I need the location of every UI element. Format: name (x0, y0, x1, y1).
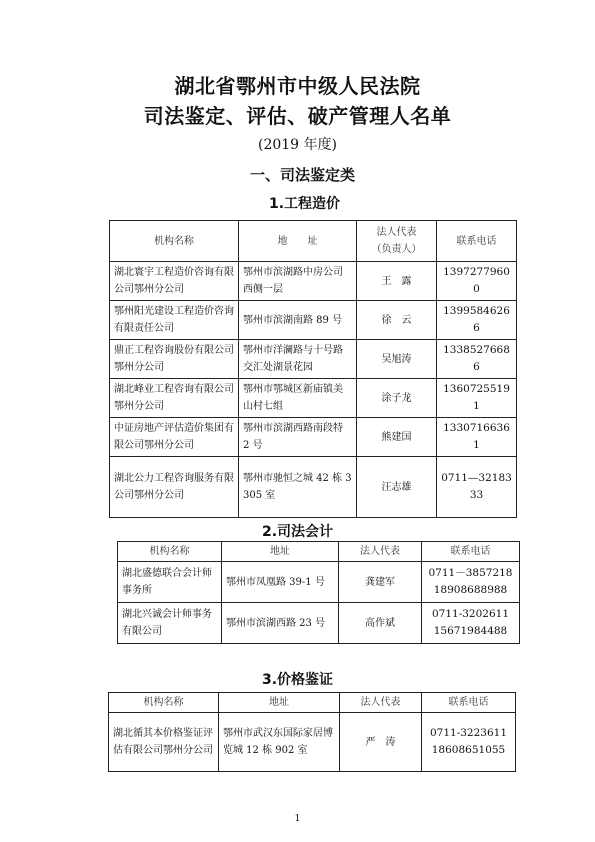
document-year: (2019 年度) (257, 137, 337, 153)
column-header-phone: 联系电话 (422, 542, 520, 562)
table-row (110, 379, 517, 418)
org-rep: 涂子龙 (357, 379, 437, 418)
org-phone: 0711－3857218 18908688988 (422, 562, 520, 603)
table-row (110, 262, 517, 301)
org-phone: 13607255191 (437, 379, 517, 418)
org-rep: 熊建国 (357, 418, 437, 457)
org-phone: 13972779600 (437, 262, 517, 301)
column-header-address: 地址 (222, 542, 339, 562)
column-header-rep: 法人代表 （负责人） (357, 221, 437, 262)
org-name: 湖北峰业工程咨询有限公司鄂州分公司 (110, 379, 239, 418)
table-header-row (110, 221, 517, 262)
org-name: 中证房地产评估造价集团有限公司鄂州分公司 (110, 418, 239, 457)
org-address: 鄂州市武汉东国际家居博览城 12 栋 902 室 (219, 713, 340, 772)
table-row (118, 603, 520, 644)
org-address: 鄂州市凤凰路 39-1 号 (222, 562, 339, 603)
org-rep: 吴旭涛 (357, 340, 437, 379)
org-name: 鄂州阳光建设工程造价咨询有限责任公司 (110, 301, 239, 340)
subsection-heading-judicial-accounting: 2.司法会计 (261, 524, 334, 540)
column-header-phone: 联系电话 (422, 693, 516, 713)
table-row (110, 457, 517, 518)
org-rep: 龚建军 (339, 562, 422, 603)
org-name: 鼎正工程咨询股份有限公司鄂州分公司 (110, 340, 239, 379)
engineering-cost-table (109, 220, 517, 518)
org-name: 湖北寰宇工程造价咨询有限公司鄂州分公司 (110, 262, 239, 301)
org-phone: 13385276686 (437, 340, 517, 379)
table-row (110, 301, 517, 340)
org-rep: 汪志雄 (357, 457, 437, 518)
table-row (110, 418, 517, 457)
column-header-rep: 法人代表 (340, 693, 422, 713)
table-row (110, 340, 517, 379)
org-phone: 13995846266 (437, 301, 517, 340)
org-phone: 0711-3202611 15671984488 (422, 603, 520, 644)
org-rep: 高作斌 (339, 603, 422, 644)
price-appraisal-table (108, 692, 516, 772)
org-address: 鄂州市鄂城区新庙镇美山村七组 (239, 379, 357, 418)
org-phone: 0711—3218333 (437, 457, 517, 518)
table-header-row (118, 542, 520, 562)
org-phone: 0711-3223611 18608651055 (422, 713, 516, 772)
org-name: 湖北兴诚会计师事务有限公司 (118, 603, 222, 644)
subsection-heading-price-appraisal: 3.价格鉴证 (261, 672, 334, 688)
org-rep: 王 露 (357, 262, 437, 301)
org-rep: 徐 云 (357, 301, 437, 340)
page-number: 1 (294, 814, 301, 824)
column-header-rep: 法人代表 (339, 542, 422, 562)
section-heading-judicial-appraisal: 一、司法鉴定类 (249, 166, 355, 184)
table-row (109, 713, 516, 772)
table-header-row (109, 693, 516, 713)
org-address: 鄂州市滨湖西路 23 号 (222, 603, 339, 644)
org-phone: 13307166361 (437, 418, 517, 457)
judicial-accounting-table (117, 541, 520, 644)
org-name: 湖北盛德联合会计师事务所 (118, 562, 222, 603)
org-address: 鄂州市洋澜路与十号路交汇处湖景花园 (239, 340, 357, 379)
org-rep: 严 涛 (340, 713, 422, 772)
column-header-phone: 联系电话 (437, 221, 517, 262)
org-address: 鄂州市滨湖路中房公司西侧一层 (239, 262, 357, 301)
column-header-name: 机构名称 (109, 693, 219, 713)
column-header-name: 机构名称 (110, 221, 239, 262)
org-address: 鄂州市滨湖西路南段特 2 号 (239, 418, 357, 457)
org-name: 湖北循其本价格鉴证评估有限公司鄂州分公司 (109, 713, 219, 772)
org-name: 湖北公力工程咨询服务有限公司鄂州分公司 (110, 457, 239, 518)
org-address: 鄂州市滨湖南路 89 号 (239, 301, 357, 340)
column-header-address: 地 址 (239, 221, 357, 262)
org-address: 鄂州市驰恒之城 42 栋 3305 室 (239, 457, 357, 518)
column-header-address: 地址 (219, 693, 340, 713)
document-title-line1: 湖北省鄂州市中级人民法院 (174, 74, 421, 98)
document-title-line2: 司法鉴定、评估、破产管理人名单 (143, 104, 452, 128)
table-row (118, 562, 520, 603)
subsection-heading-engineering-cost: 1.工程造价 (268, 196, 341, 212)
column-header-name: 机构名称 (118, 542, 222, 562)
